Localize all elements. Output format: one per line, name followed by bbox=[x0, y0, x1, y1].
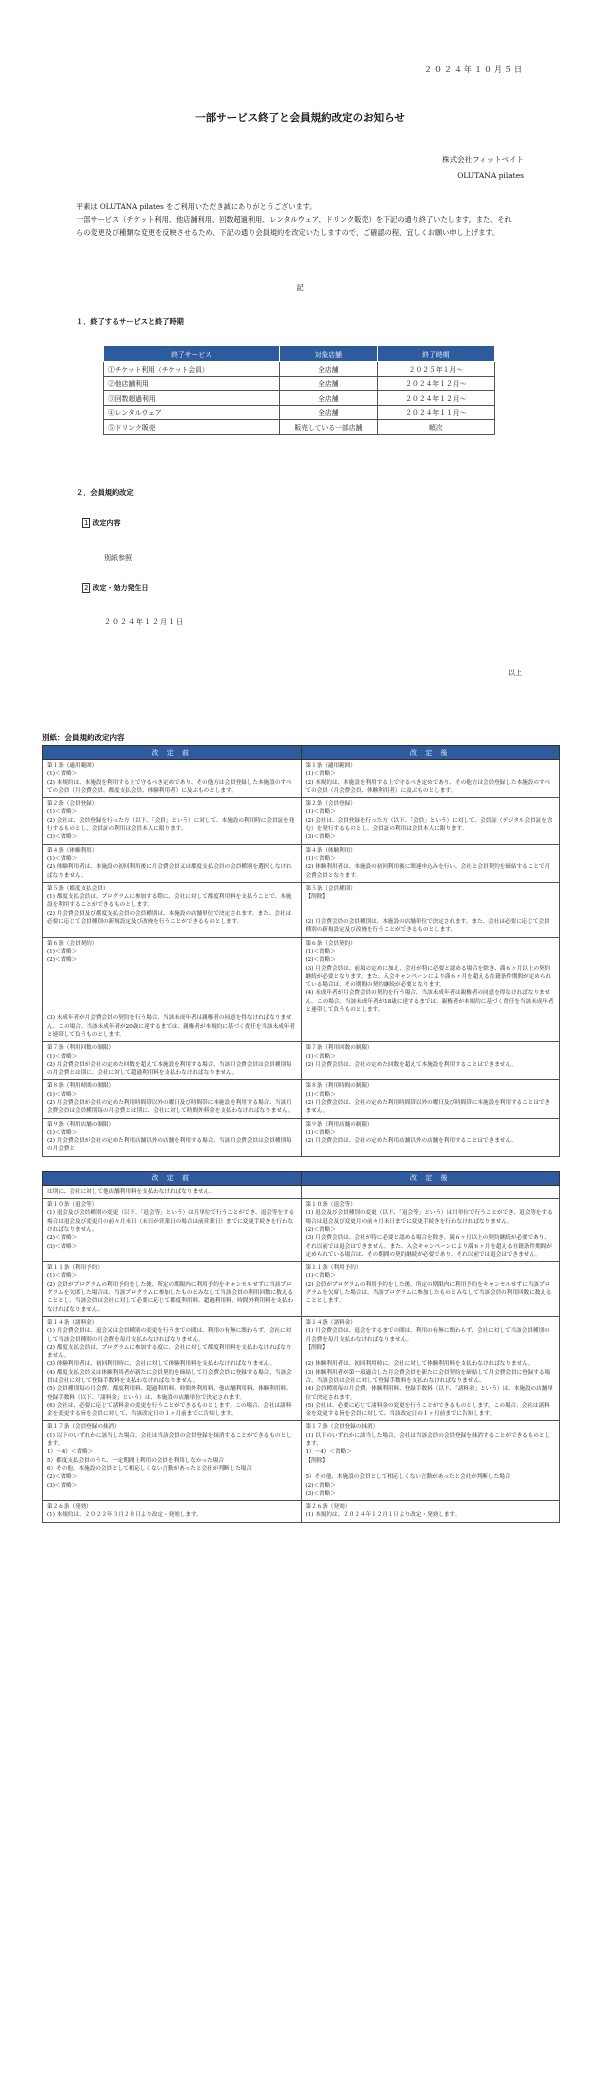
table-row bbox=[43, 1199, 560, 1262]
service-end-table bbox=[103, 345, 495, 435]
table-cell: ２０２４年１２月～ bbox=[377, 391, 494, 406]
table-header: 改 定 後 bbox=[301, 746, 560, 760]
table-row bbox=[43, 760, 560, 798]
table-row bbox=[104, 405, 495, 420]
subsection-number: 1 bbox=[84, 519, 89, 527]
before-cell: 第１７条（会員登録の抹消） (1) 以下のいずれかに該当した場合、会社は当該会員の会員登録を抹消することができるものとします。 1）～4）＜省略＞ 5）都度支払会員のうち、一定期間上利用の会員を利用しなかった場合 6）その他、本施設の会員として相応しくない言動があったと会社が判断した場合 (2)＜省略＞ (3)＜省略＞ bbox=[43, 1421, 302, 1501]
comparison-table bbox=[42, 1171, 560, 1523]
subsection-label: 改定内容 bbox=[92, 519, 121, 527]
table-header-row bbox=[43, 746, 560, 760]
table-cell: ２０２４年１１月～ bbox=[377, 405, 494, 420]
table-row bbox=[104, 391, 495, 406]
table-cell: 全店舗 bbox=[279, 405, 377, 420]
table-cell: ④レンタルウェア bbox=[104, 405, 280, 420]
before-cell: 第２６条（発効） (1) 本規約は、２０２２年３月２８日より改定・発効します。 bbox=[43, 1501, 302, 1523]
table-header: 終了サービス bbox=[104, 346, 280, 362]
table-cell: 全店舗 bbox=[279, 362, 377, 377]
before-cell: 第１条（適用範囲） (1)＜省略＞ (2) 本規約は、本施設を利用する上で守るべき定めであり、その他方は会員登録した本施設のすべての会員（月会費会員、都度支払会員、体験利用者）に及ぶものとします。 bbox=[43, 760, 302, 798]
table-header-row bbox=[104, 346, 495, 362]
table-header: 改 定 前 bbox=[43, 1171, 302, 1185]
table-row bbox=[43, 882, 560, 937]
before-cell: 第１０条（退会等） (1) 退会及び会員種別の変更（以下、「退会等」という）は月単位で行うことができ、退会等をする場合は退会及び変更月の前々月末日（末日が営業日の場合は前営業日）までに変更手続きを行わなければなりません。 (2)＜省略＞ (3)＜省略＞ bbox=[43, 1199, 302, 1262]
appendix-title: 別紙：会員規約改定内容 bbox=[42, 733, 125, 742]
table-header: 改 定 後 bbox=[301, 1171, 560, 1185]
closing-mark: 以上 bbox=[508, 669, 522, 677]
before-cell: 第９条（利用店舗の制限） (1)＜省略＞ (2) 月会費会員が会社の定めた利用店舗以外の店舗を利用する場合、当該月会費会員は会員種別毎の月会費と bbox=[43, 1118, 302, 1156]
after-cell: 第２条（会員登録） (1)＜省略＞ (2) 会社は、会員登録を行った方（以下、「会員」という）に対して、会員証（デジタル会員証を含む）を発行するものとし、会員証の利用は会員本人に限ります。 (3)＜省略＞ bbox=[301, 798, 560, 844]
subsection-label: 改定・効力発生日 bbox=[92, 584, 149, 592]
after-cell: 第１１条（利用予約） (1)＜省略＞ (2) 会員がプログラムの利用予約をした後、所定の期限内に利用予約をキャンセルせずに当該プログラムを欠席した場合は、当該プログラムに参加したものとみなして当該会員の利用回数に数えることとします。 bbox=[301, 1262, 560, 1317]
table-cell: ②他店舗利用 bbox=[104, 376, 280, 391]
table-header: 改 定 前 bbox=[43, 746, 302, 760]
notice-title: 一部サービス終了と会員規約改定のお知らせ bbox=[195, 112, 405, 124]
subsection-body: 別紙参照 bbox=[104, 554, 132, 562]
before-cell: 第２条（会員登録） (1)＜省略＞ (2) 会社は、会員登録を行った方（以下、「会員」という）に対して、本施設の利用時に会員証を発行するものとし、会員証の利用は会員本人に限ります。 (3)＜省略＞ bbox=[43, 798, 302, 844]
before-cell: 第８条（利用時間の制限） (1)＜省略＞ (2) 月会費会員が会社の定めた利用時間帯以外の曜日及び時間帯に本施設を利用する場合、当該月会費会員は会員種別毎の月会費とは別に、会社に対して時間外料金を支払わなければなりません。 bbox=[43, 1080, 302, 1118]
table-row bbox=[43, 1118, 560, 1156]
subsection-number: 2 bbox=[84, 584, 89, 592]
ki-heading: 記 bbox=[296, 283, 304, 292]
subsection-body: ２０２４年１２月１日 bbox=[104, 618, 184, 626]
subsection-heading bbox=[82, 583, 148, 593]
before-cell: 第６条（会員契約） (1)＜省略＞ (2)＜省略＞ (3) 未成年者が月会費会員の契約を行う場合、当該未成年者は親権者の同意を得なければなりません。この場合、当該未成年者が20歳に達するまでは、親権者が本規約に基づく責任を当該未成年者と連帯して負うものとします。 bbox=[43, 937, 302, 1042]
table-cell: ③回数超過利用 bbox=[104, 391, 280, 406]
after-cell: 第２６条（発効） (1) 本規約は、２０２４年１２月１日より改定・発効します。 bbox=[301, 1501, 560, 1523]
table-header: 対象店舗 bbox=[279, 346, 377, 362]
table-row bbox=[43, 1501, 560, 1523]
table-row bbox=[43, 1185, 560, 1198]
before-cell: 第１１条（利用予約） (1)＜省略＞ (2) 会員がプログラムの利用予約をした後、所定の期限内に利用予約をキャンセルせずに当該プログラムを欠席した場合は、当該プログラムに参加したものとみなして当該会員の利用回数に数えることとし、当該会員は会社に対して必要に応じて都度利用料、超過利用料、時間外利用料を支払わなければなりません。 bbox=[43, 1262, 302, 1317]
table-row bbox=[43, 1421, 560, 1501]
before-cell: 第４条（体験利用） (1)＜省略＞ (2) 体験利用者は、本施設の初回利用後に月会費会員又は都度支払会員の会員種別を選択しなければなりません。 bbox=[43, 844, 302, 882]
appendix bbox=[42, 732, 560, 1523]
before-cell: 第７条（利用回数の制限） (1)＜省略＞ (2) 月会費会員が会社の定めた回数を超えて本施設を利用する場合、当該月会費会員は会員種別毎の月会費とは別に、会社に対して超過利用料を支払わなければなりません。 bbox=[43, 1042, 302, 1080]
table-row bbox=[104, 362, 495, 377]
after-cell: 第１条（適用範囲） (1)＜省略＞ (2) 本規約は、本施設を利用する上で守るべき定めであり、その他方は会員登録した本施設のすべての会員（月会費会員、体験利用者）に及ぶものとします。 bbox=[301, 760, 560, 798]
after-cell: 第４条（体験利用） (1)＜省略＞ (2) 体験利用者は、本施設の初回利用後に関連申込みを行い、会社と会員契約を締結することで月会費会員となります。 bbox=[301, 844, 560, 882]
after-cell: 第６条（会員契約） (1)＜省略＞ (2)＜省略＞ (3) 月会費会員は、前項の定めに加え、会社が特に必要と認める場合を除き、満６ヶ月以上の契約継続が必要となります。また、入会キャンペーンにより満６ヶ月を超える在籍条件期間が定められている場合は、その期間の契約継続が必要となります。 (4) 未成年者が月会費会員の契約を行う場合、当該未成年者は親権者の同意を得なければなりません。この場合、当該未成年者が18歳に達するまでは、親権者が本規約に基づく責任を当該未成年者と連帯して負うものとします。 bbox=[301, 937, 560, 1042]
table-cell: 全店舗 bbox=[279, 391, 377, 406]
table-row bbox=[104, 376, 495, 391]
after-cell: 第１０条（退会等） (1) 退会及び会員種別の変更（以下、「退会等」という）は月単位で行うことができ、退会等をする場合は退会及び変更月の前々月末日までに変更手続きを行わなければなりません。 (2)＜省略＞ (3) 月会費会員は、会社が特に必要と認める場合を除き、満６ヶ月以上の契約継続が必要であり、それ以前では退会はできません。また、入会キャンペーンにより満６ヶ月を超える在籍条件期間が定められている場合は、その期間の契約継続が必要であり、それ以前では退会はできません。 bbox=[301, 1199, 560, 1262]
table-cell: ⑤ドリンク販売 bbox=[104, 420, 280, 435]
table-row bbox=[43, 1042, 560, 1080]
notice-body bbox=[76, 200, 516, 239]
table-cell: 販売している一部店舗 bbox=[279, 420, 377, 435]
table-row bbox=[43, 844, 560, 882]
after-cell: 第５条（会員種別） 【削除】 (2) 月会費会員の会員種別は、本施設の店舗単位で決定されます。また、会社は必要に応じて会員種別の新規設定及び改廃を行うことができるものとします。 bbox=[301, 882, 560, 937]
table-row bbox=[43, 1316, 560, 1421]
notice-date: ２０２４年１０月５日 bbox=[424, 65, 524, 74]
section-heading: ２．会員規約改定 bbox=[76, 488, 134, 497]
table-cell: 全店舗 bbox=[279, 376, 377, 391]
table-row bbox=[43, 937, 560, 1042]
notice-page bbox=[0, 0, 600, 700]
table-row bbox=[104, 420, 495, 435]
after-cell bbox=[301, 1185, 560, 1198]
table-cell: ２０２５年１月～ bbox=[377, 362, 494, 377]
after-cell: 第７条（利用回数の制限） (1)＜省略＞ (2) 月会費会員は、会社の定めた回数を超えて本施設を利用することはできません。 bbox=[301, 1042, 560, 1080]
table-header-row bbox=[43, 1171, 560, 1185]
table-row bbox=[43, 1262, 560, 1317]
after-cell: 第８条（利用時間の制限） (1)＜省略＞ (2) 月会費会員は、会社の定めた利用時間帯以外の曜日及び時間帯に本施設を利用することはできません。 bbox=[301, 1080, 560, 1118]
brand-name: OLUTANA pilates bbox=[457, 171, 524, 180]
before-cell: は別に、会社に対して他店舗利用料を支払わなければなりません。 bbox=[43, 1185, 302, 1198]
after-cell: 第９条（利用店舗の制限） (1)＜省略＞ (2) 月会費会員は、会社の定めた利用店舗以外の店舗を利用することはできません。 bbox=[301, 1118, 560, 1156]
company-block bbox=[442, 152, 524, 184]
table-cell: ①チケット利用（チケット会員） bbox=[104, 362, 280, 377]
before-cell: 第１４条（諸料金） (1) 月会費会員は、退会又は会員種別の変更を行うまでの間は、利用の有無に関わらず、会社に対して当該会員種別の月会費を毎月支払わなければなりません。 (2) 都度支払会員は、プログラムに参加する度に、会社に対して都度利用料を支払わなければなりません。 (3) 体験利用者は、初回利用時に、会社に対して体験利用料を支払わなければなりません。 (4) 都度支払会員又は体験利用者が新たに会員契約を締結して月会費会員に登録する場合、当該会員は会社に対して登録手数料を支払わなければなりません。 (5) 会員種別毎の月会費、都度利用料、超過利用料、時間外利用料、他店舗利用料、体験利用料、登録手数料（以下、「諸料金」という）は、本施設の店舗単位で決定されます。 (6) 会社は、必要に応じて諸料金の変更を行うことができるものとします。この場合、会社は諸料金を変更する旨を会員に対して、当該改定日の１ヶ月前までに告知します。 bbox=[43, 1316, 302, 1421]
table-row bbox=[43, 1080, 560, 1118]
table-header: 終了時期 bbox=[377, 346, 494, 362]
subsection-heading bbox=[82, 518, 120, 528]
table-cell: ２０２４年１２月～ bbox=[377, 376, 494, 391]
table-row bbox=[43, 798, 560, 844]
section-heading: １．終了するサービスと終了時期 bbox=[76, 317, 184, 326]
after-cell: 第１７条（会員登録の抹消） (1) 以下のいずれかに該当した場合、会社は当該会員の会員登録を抹消することができるものとします。 1）～4）＜省略＞ 【削除】 5）その他、本施設の会員として相応しくない言動があったと会社が判断した場合 (2)＜省略＞ (3)＜省略＞ bbox=[301, 1421, 560, 1501]
after-cell: 第１４条（諸料金） (1) 月会費会員は、退会をするまでの間は、利用の有無に関わらず、会社に対して当該会員種別の月会費を毎月支払わなければなりません。 【削除】 (2) 体験利用者は、初回利用時に、会社に対して体験利用料を支払わなければなりません。 (3) 体験利用者が第一項適合した月会費会員を新たに会員契約を締結して月会費会員に登録する場合、当該会員は会社に対して登録手数料を支払わなければなりません。 (4) 会員種別毎の月会費、体験利用料、登録手数料（以下、「諸料金」という）は、本施設の店舗単位で決定されます。 (5) 会社は、必要に応じて諸料金の変更を行うことができるものとします。この場合、会社は諸料金を変更する旨を会員に対して、当該改定日の１ヶ月前までに告知します。 bbox=[301, 1316, 560, 1421]
notice-paragraph: 一部サービス（チケット利用、他店舗利用、回数超過利用、レンタルウェア、ドリンク販売）を下記の通り終了いたします。また、それらの変更及び種類な変更を反映させるため、下記の通り会員規約を改定いたしますので、ご確認の程、宜しくお願い申し上げます。 bbox=[76, 215, 512, 237]
table-cell: 順次 bbox=[377, 420, 494, 435]
comparison-table bbox=[42, 745, 560, 1157]
notice-paragraph: 平素は OLUTANA pilates をご利用いただき誠にありがとうございます。 bbox=[76, 202, 317, 211]
company-name: 株式会社フィットベイト bbox=[442, 155, 524, 164]
before-cell: 第５条（都度支払会員） (1) 都度支払会員は、プログラムに参加する際に、会社に対して都度利用料を支払うことで、本施設を利用することができるものとします。 (2) 月会費会員及び都度支払会員の会員種別は、本施設の店舗単位で決定されます。また、会社は必要に応じて会員種別の新規設定及び改廃を行うことができるものとします。 bbox=[43, 882, 302, 937]
